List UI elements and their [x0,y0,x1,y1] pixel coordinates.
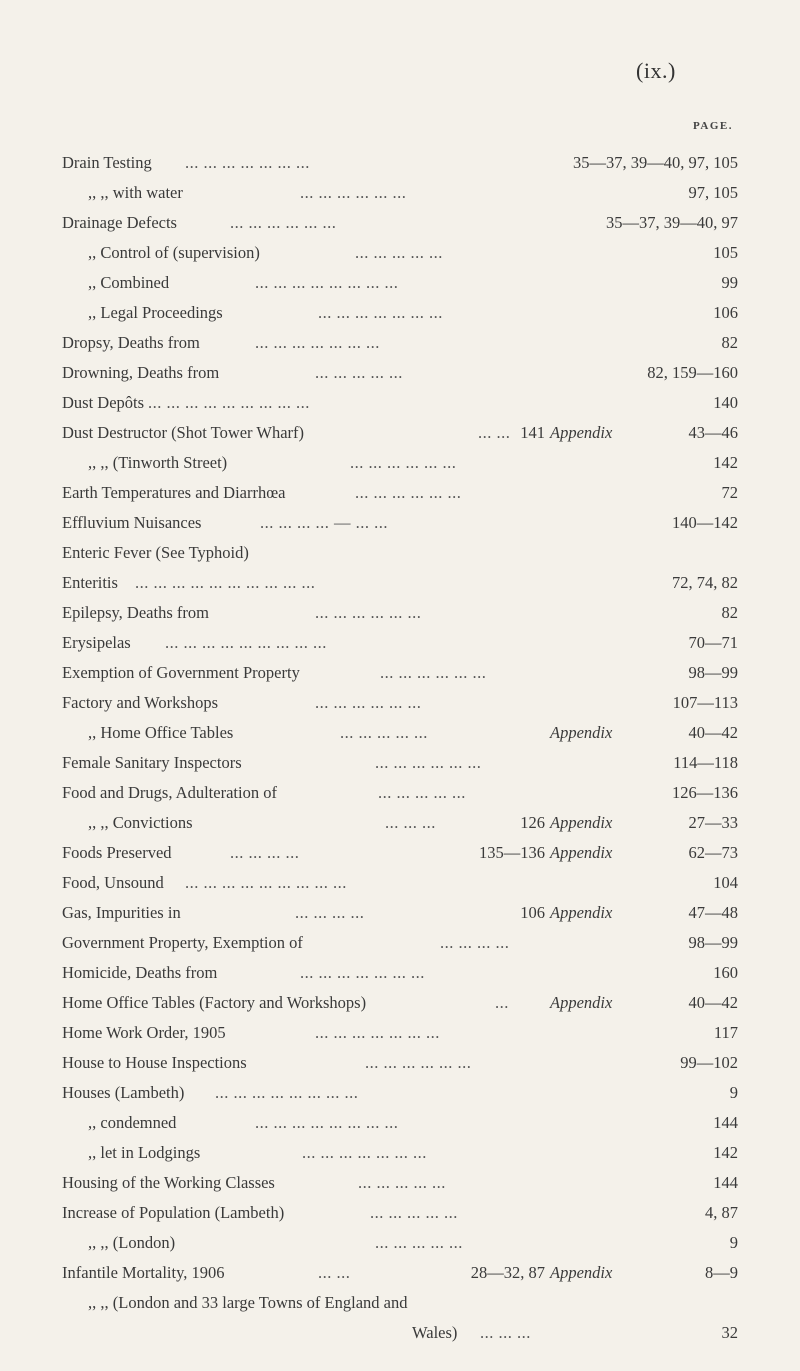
index-entry [0,568,800,598]
entry-pages: 126—136 [672,783,738,802]
entry-term: ,, condemned [88,1113,177,1132]
entry-pages: 82 [721,333,738,352]
entry-pages: 4, 87 [705,1203,738,1222]
entry-term: Effluvium Nuisances [62,513,202,532]
entry-report-pages: 135—136 [479,843,545,862]
leader-dots: ... ... ... ... ... ... ... ... [255,1113,399,1132]
leader-dots: ... ... ... ... [440,933,510,952]
index-entry [0,658,800,688]
leader-dots: ... ... ... ... ... ... ... [255,333,380,352]
leader-dots: ... ... ... ... ... ... [315,603,422,622]
entry-pages: 106 [713,303,738,322]
entry-pages: 40—42 [688,723,738,742]
entry-term: Dropsy, Deaths from [62,333,200,352]
leader-dots: ... ... ... ... ... ... ... [315,1023,440,1042]
leader-dots: ... ... ... ... ... ... [315,693,422,712]
index-entry [0,1138,800,1168]
entry-term: ,, ,, Convictions [88,813,193,832]
entry-term: Dust Depôts [62,393,145,412]
entry-term: Home Work Order, 1905 [62,1023,226,1042]
appendix-label: Appendix [550,423,613,442]
entry-pages: 82, 159—160 [647,363,738,382]
entry-pages: 82 [721,603,738,622]
index-entry [0,718,800,748]
index-entry [0,1318,800,1348]
leader-dots: ... ... ... ... ... ... ... ... [215,1083,359,1102]
leader-dots: ... ... ... ... ... ... [350,453,457,472]
entry-pages: 72, 74, 82 [672,573,738,592]
entry-pages: 40—42 [688,993,738,1012]
entry-term: Exemption of Government Property [62,663,300,682]
leader-dots: ... ... ... ... ... ... ... [185,153,310,172]
leader-dots: ... ... [318,1263,351,1282]
entry-pages: 35—37, 39—40, 97 [606,213,738,232]
entry-term: Drain Testing [62,153,152,172]
entry-term: Foods Preserved [62,843,172,862]
index-entry [0,688,800,718]
entry-report-pages: 106 [520,903,545,922]
leader-dots: ... ... ... ... ... ... [365,1053,472,1072]
index-entry [0,1288,800,1318]
entry-pages: 160 [713,963,738,982]
index-entry [0,508,800,538]
entry-term: House to House Inspections [62,1053,247,1072]
appendix-label: Appendix [550,723,613,742]
leader-dots: ... ... ... ... — ... ... [260,513,388,532]
leader-dots: ... ... ... ... ... ... [230,213,337,232]
entry-pages: 27—33 [688,813,738,832]
index-entry [0,778,800,808]
index-entry [0,1228,800,1258]
appendix-label: Appendix [550,993,613,1012]
index-entry [0,238,800,268]
index-entry [0,298,800,328]
index-entry [0,1198,800,1228]
index-entry [0,1108,800,1138]
entry-pages: 9 [729,1083,738,1102]
leader-dots: ... ... [478,423,511,442]
leader-dots: ... ... ... [385,813,436,832]
entry-term: Drainage Defects [62,213,177,232]
leader-dots: ... ... ... ... ... [370,1203,458,1222]
entry-term: ,, ,, (London and 33 large Towns of England and [88,1293,408,1312]
leader-dots: ... ... ... ... ... ... ... ... ... [165,633,327,652]
index-entry [0,1018,800,1048]
entry-pages: 105 [713,243,738,262]
entry-term: Enteritis [62,573,118,592]
entry-term: ,, let in Lodgings [88,1143,201,1162]
entry-term: ,, Control of (supervision) [88,243,260,262]
entry-pages: 98—99 [688,933,738,952]
entry-term: ,, ,, (Tinworth Street) [88,453,228,472]
index-entry [0,358,800,388]
leader-dots: ... ... ... ... ... [358,1173,446,1192]
index-entry [0,388,800,418]
entry-term: Enteric Fever (See Typhoid) [62,543,249,562]
entry-term: Home Office Tables (Factory and Workshops) [62,993,367,1012]
index-entry [0,268,800,298]
index-entry [0,958,800,988]
index-entry [0,538,800,568]
leader-dots: ... [495,993,509,1012]
entry-pages: 114—118 [673,753,738,772]
entry-pages: 99 [721,273,738,292]
entry-pages: 97, 105 [688,183,738,202]
index-entry [0,748,800,778]
entry-pages: 117 [713,1023,738,1042]
index-entry [0,448,800,478]
entry-term: Food and Drugs, Adulteration of [62,783,277,802]
leader-dots: ... ... ... ... ... ... [355,483,462,502]
entry-pages: 144 [713,1173,738,1192]
leader-dots: ... ... ... ... ... ... ... ... ... [148,393,310,412]
index-entry [0,148,800,178]
entry-term: Houses (Lambeth) [62,1083,185,1102]
entry-term: Erysipelas [62,633,131,652]
entry-pages: 144 [713,1113,738,1132]
leader-dots: ... ... ... ... ... [340,723,428,742]
leader-dots: ... ... ... ... ... [355,243,443,262]
entry-pages: 107—113 [672,693,738,712]
entry-pages: 98—99 [688,663,738,682]
index-entry [0,988,800,1018]
entry-term: Wales) [412,1323,458,1342]
entry-pages: 104 [713,873,738,892]
entry-term: Homicide, Deaths from [62,963,218,982]
index-entry [0,328,800,358]
entry-term: ,, Combined [88,273,170,292]
appendix-label: Appendix [550,813,613,832]
page-column-label: PAGE. [693,120,733,132]
entry-term: Food, Unsound [62,873,164,892]
entry-report-pages: 126 [520,813,545,832]
entry-pages: 43—46 [688,423,738,442]
leader-dots: ... ... ... ... ... ... ... [300,963,425,982]
index-entry [0,868,800,898]
leader-dots: ... ... ... ... [230,843,300,862]
leader-dots: ... ... ... ... ... [375,1233,463,1252]
entry-term: ,, Legal Proceedings [88,303,223,322]
entry-term: Housing of the Working Classes [62,1173,275,1192]
entry-term: Factory and Workshops [62,693,219,712]
entry-pages: 140—142 [672,513,738,532]
index-entry [0,478,800,508]
appendix-label: Appendix [550,1263,613,1282]
index-entry [0,898,800,928]
entry-pages: 72 [721,483,738,502]
leader-dots: ... ... ... ... ... [378,783,466,802]
index-entry [0,1048,800,1078]
entry-term: ,, ,, with water [88,183,183,202]
leader-dots: ... ... ... ... ... ... ... ... ... [185,873,347,892]
entry-pages: 8—9 [705,1263,738,1282]
entry-pages: 32 [721,1323,738,1342]
index-entry [0,928,800,958]
entry-term: Increase of Population (Lambeth) [62,1203,285,1222]
index-entry [0,178,800,208]
entry-term: Epilepsy, Deaths from [62,603,209,622]
leader-dots: ... ... ... ... ... ... ... [318,303,443,322]
appendix-label: Appendix [550,843,613,862]
entry-term: Infantile Mortality, 1906 [62,1263,225,1282]
index-entry [0,1078,800,1108]
index-entry [0,1168,800,1198]
entry-term: Drowning, Deaths from [62,363,220,382]
leader-dots: ... ... ... ... ... ... [300,183,407,202]
appendix-label: Appendix [550,903,613,922]
index-entry [0,808,800,838]
entry-term: Government Property, Exemption of [62,933,303,952]
leader-dots: ... ... ... ... [295,903,365,922]
leader-dots: ... ... ... ... ... ... [380,663,487,682]
entry-term: Dust Destructor (Shot Tower Wharf) [62,423,305,442]
index-entry [0,1258,800,1288]
entry-pages: 70—71 [688,633,738,652]
entry-pages: 47—48 [688,903,738,922]
entry-pages: 62—73 [688,843,738,862]
entry-report-pages: 28—32, 87 [470,1263,545,1282]
leader-dots: ... ... ... ... ... ... ... ... [255,273,399,292]
entry-pages: 142 [713,1143,738,1162]
entry-pages: 9 [729,1233,738,1252]
entry-term: ,, Home Office Tables [88,723,234,742]
leader-dots: ... ... ... ... ... ... ... [302,1143,427,1162]
index-entry [0,598,800,628]
index-entry [0,208,800,238]
page-number: (ix.) [636,58,676,83]
entry-term: ,, ,, (London) [88,1233,176,1252]
entry-pages: 142 [713,453,738,472]
entry-pages: 35—37, 39—40, 97, 105 [573,153,738,172]
leader-dots: ... ... ... [480,1323,531,1342]
leader-dots: ... ... ... ... ... [315,363,403,382]
leader-dots: ... ... ... ... ... ... [375,753,482,772]
leader-dots: ... ... ... ... ... ... ... ... ... ... [135,573,316,592]
index-entry [0,628,800,658]
index-entry [0,418,800,448]
entry-report-pages: 141 [520,423,545,442]
entry-term: Gas, Impurities in [62,903,181,922]
entry-pages: 140 [713,393,738,412]
entry-term: Female Sanitary Inspectors [62,753,242,772]
entry-pages: 99—102 [680,1053,738,1072]
index-entry [0,838,800,868]
entry-term: Earth Temperatures and Diarrhœa [62,483,286,502]
